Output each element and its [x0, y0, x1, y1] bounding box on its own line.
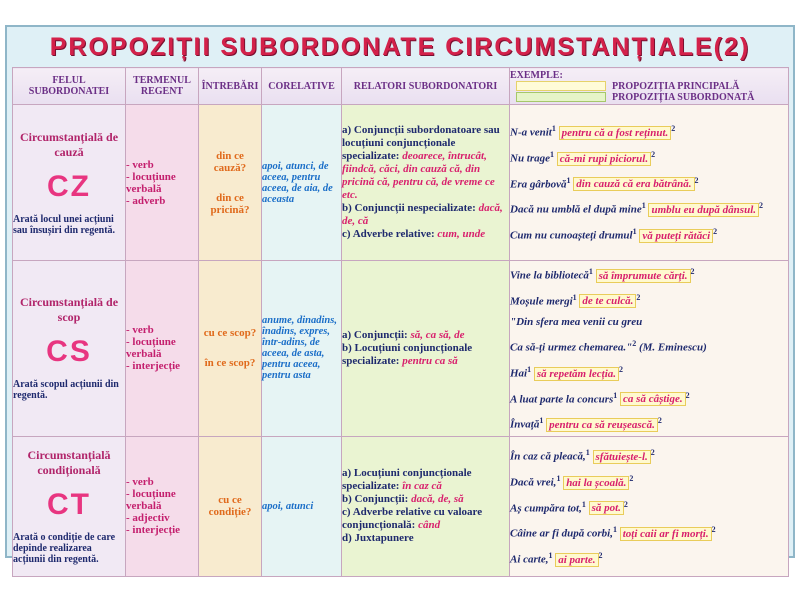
clause-number: 1: [581, 499, 586, 509]
clause-number: 1: [585, 448, 590, 458]
relator-value: să, ca să, de: [410, 328, 465, 341]
legend-principala: PROPOZIȚIA PRINCIPALĂ: [612, 80, 740, 92]
example-subordinate: ca să câștige.: [620, 392, 686, 406]
exemple-cell: [510, 436, 789, 576]
termen-item: - locuțiune verbală: [126, 170, 176, 195]
termen-item: - verb: [126, 158, 154, 171]
example-sentence: [510, 287, 788, 313]
clause-number: 2: [623, 499, 628, 509]
exemple-cell: [510, 105, 789, 261]
relator-label: c) Adverbe relative:: [342, 228, 438, 240]
relator-item: [342, 124, 509, 202]
termen-regent-cell: [126, 105, 199, 261]
subordinate-abbr: CZ: [47, 169, 91, 203]
intrebari-cell: [199, 105, 262, 261]
subordinate-name: Circumstanțială de cauză: [19, 129, 119, 159]
example-principal: Ai carte,: [510, 553, 549, 566]
relator-item: [342, 506, 509, 532]
example-sentence: [510, 359, 788, 385]
table-row: [13, 105, 789, 261]
example-principal: Vine la bibliotecă: [510, 269, 589, 282]
example-sentence: [510, 494, 788, 520]
example-sentence: [510, 261, 788, 287]
relatori-cell: [342, 105, 510, 261]
example-sentence: [510, 144, 788, 170]
example-principal: Moșule mergi: [510, 295, 573, 308]
relator-value: deoarece, întrucât, fiindcă, căci, din cauză că, din pricină că, pentru că, de vreme ce etc.: [342, 150, 495, 201]
relator-label: c) Adverbe relative cu valoare conjuncțională:: [342, 506, 483, 532]
example-subordinate: umblu eu după dânsul.: [648, 203, 759, 217]
question-item: cu ce scop?: [203, 327, 257, 340]
relator-label: a) Locuțiuni conjuncționale specializate:: [342, 467, 472, 493]
example-subordinate: că-mi rupi piciorul.: [557, 152, 651, 166]
example-subordinate: sfătuiește-l.: [593, 450, 651, 464]
grammar-table: [12, 67, 789, 577]
subordinate-description: Arată scopul acțiunii din regentă.: [13, 379, 119, 402]
example-subordinate: hai la școală.: [563, 476, 629, 490]
example-subordinate: din cauză că era bătrână.: [573, 177, 694, 191]
relatori-cell: [342, 436, 510, 576]
example-sentence: [510, 118, 788, 144]
clause-number: 1: [527, 364, 532, 374]
termen-item: - locuțiune verbală: [126, 488, 176, 513]
poster: [5, 25, 795, 566]
relator-label: a) Conjuncții subordonatoare sau locuțiuni conjuncționale specializate:: [342, 124, 500, 162]
example-principal: Dacă nu umblă el după mine: [510, 203, 642, 216]
clause-number: 1: [588, 267, 593, 276]
example-sentence: [510, 410, 788, 436]
question-item: cu ce condiție?: [208, 494, 252, 519]
relator-label: b) Conjuncții:: [342, 493, 412, 506]
clause-number: 2: [651, 150, 656, 160]
example-principal: În caz că pleacă,: [510, 450, 586, 463]
header-row: [13, 68, 789, 105]
example-subordinate: să repetăm lecția.: [534, 367, 619, 381]
example-author: (M. Eminescu): [638, 341, 707, 354]
clause-number: 1: [641, 201, 646, 211]
example-subordinate: pentru ca să reușească.: [546, 418, 658, 432]
clause-number: 2: [690, 267, 695, 276]
header-felul: FELUL SUBORDONATEI: [13, 68, 126, 105]
clause-number: 2: [650, 448, 655, 458]
example-sentence: [510, 312, 788, 333]
example-principal: N-a venit: [510, 127, 552, 140]
table-row: [13, 261, 789, 437]
example-principal: Dacă vrei,: [510, 476, 557, 489]
legend: [516, 81, 754, 103]
relator-item: [342, 329, 509, 342]
question-item: din ce pricină?: [210, 191, 250, 216]
example-principal: "Din sfera mea venii cu greu: [510, 316, 643, 329]
example-subordinate: ai parte.: [555, 553, 598, 567]
legend-subordonata: PROPOZIȚIA SUBORDONATĂ: [612, 91, 755, 103]
relator-item: [342, 228, 509, 241]
termen-item: - adverb: [126, 194, 166, 207]
header-intrebari: ÎNTREBĂRI: [199, 68, 262, 105]
clause-number: 2: [619, 364, 623, 374]
corelative-cell: anume, dinadins, înadins, expres, într-adins, de aceea, de asta, pentru aceea, pentru asta: [262, 261, 342, 437]
question-item: în ce scop?: [204, 357, 256, 370]
relator-value: când: [418, 519, 441, 532]
relator-label: a) Conjuncții:: [342, 328, 411, 341]
relator-value: dacă, de, să: [411, 493, 464, 506]
relator-label: b) Conjuncții nespecializate:: [342, 202, 479, 214]
clause-number: 2: [657, 416, 662, 426]
relator-item: [342, 342, 509, 368]
subordinate-name: Circumstanțială condițională: [27, 447, 111, 477]
example-sentence: [510, 385, 788, 411]
clause-number: 2: [632, 339, 637, 349]
table-row: [13, 436, 789, 576]
example-subordinate: vă puteți rătăci: [639, 229, 713, 243]
page-title: PROPOZIȚII SUBORDONATE CIRCUMSTANȚIALE(2): [49, 33, 751, 61]
termen-regent-cell: [126, 436, 199, 576]
subordinate-type-cell: [13, 436, 126, 576]
clause-number: 2: [713, 226, 718, 236]
clause-number: 1: [548, 550, 553, 560]
termen-item: - interjecție: [126, 360, 181, 373]
clause-number: 2: [711, 525, 716, 535]
example-subordinate: să pot.: [589, 501, 624, 515]
relator-item: [342, 493, 509, 506]
termen-item: - adjectiv: [126, 512, 170, 525]
relator-value: dacă, de, că: [342, 202, 503, 227]
relator-item: [342, 467, 509, 493]
relator-label: d) Juxtapunere: [342, 532, 414, 545]
example-sentence: [510, 170, 788, 196]
relator-item: [342, 532, 509, 545]
clause-number: 1: [556, 473, 561, 483]
clause-number: 1: [566, 175, 571, 185]
clause-number: 2: [759, 201, 764, 211]
relator-value: cum, unde: [437, 228, 486, 240]
example-principal: Învață: [510, 418, 540, 431]
clause-number: 2: [671, 124, 676, 134]
example-sentence: [510, 333, 788, 359]
example-sentence: [510, 221, 788, 247]
termen-item: - locuțiune verbală: [126, 336, 176, 361]
exemple-cell: [510, 261, 789, 437]
clause-number: 1: [539, 416, 544, 426]
subordinate-name: Circumstanțială de scop: [19, 295, 119, 325]
relator-label: b) Locuțiuni conjuncționale specializate:: [342, 341, 473, 367]
header-relatori: RELATORI SUBORDONATORI: [342, 68, 510, 105]
example-principal: Ca să-ți urmez chemarea.": [510, 341, 633, 354]
example-principal: Câine ar fi după corbi,: [510, 527, 613, 540]
intrebari-cell: [199, 261, 262, 437]
subordinate-type-cell: [13, 105, 126, 261]
clause-number: 2: [629, 473, 634, 483]
example-sentence: [510, 468, 788, 494]
example-sentence: [510, 442, 788, 468]
example-sentence: [510, 545, 788, 571]
clause-number: 1: [632, 226, 637, 236]
subordinate-description: Arată locul unei acțiuni sau însușiri din regentă.: [13, 213, 116, 236]
header-corelative: CORELATIVE: [262, 68, 342, 105]
subordinate-abbr: CS: [46, 335, 92, 369]
relator-item: [342, 202, 509, 228]
example-subordinate: de te culcă.: [579, 294, 636, 308]
clause-number: 2: [694, 175, 699, 185]
clause-number: 1: [613, 390, 618, 400]
example-principal: Nu trage: [510, 152, 551, 165]
example-subordinate: să împrumute cărți.: [596, 269, 691, 283]
subordinate-abbr: CT: [47, 487, 91, 521]
relator-value: pentru ca să: [402, 354, 458, 367]
clause-number: 1: [612, 525, 617, 535]
example-principal: Aș cumpăra tot,: [510, 502, 582, 515]
question-item: din ce cauză?: [213, 149, 247, 174]
example-sentence: [510, 519, 788, 545]
termen-item: - verb: [126, 324, 154, 337]
subordinate-type-cell: [13, 261, 126, 437]
example-principal: Era gârbovă: [510, 178, 567, 191]
corelative-cell: apoi, atunci: [262, 436, 342, 576]
legend-principala-swatch: [516, 81, 606, 91]
relator-value: în caz că: [402, 480, 442, 493]
example-principal: Cum nu cunoașteți drumul: [510, 229, 633, 242]
clause-number: 2: [598, 550, 603, 560]
termen-item: - verb: [126, 476, 154, 489]
clause-number: 1: [551, 124, 556, 134]
example-principal: Hai: [510, 367, 528, 380]
subordinate-description: Arată o condiție de care depinde realizarea acțiunii din regentă.: [13, 531, 116, 565]
example-subordinate: pentru că a fost reținut.: [559, 126, 672, 140]
example-principal: A luat parte la concurs: [510, 393, 614, 406]
clause-number: 1: [572, 292, 577, 302]
corelative-cell: apoi, atunci, de aceea, pentru aceea, de aia, de aceasta: [262, 105, 342, 261]
example-subordinate: toți caii ar fi morți.: [620, 527, 712, 541]
header-termenul: TERMENUL REGENT: [126, 68, 199, 105]
clause-number: 2: [685, 390, 690, 400]
clause-number: 2: [636, 292, 641, 302]
exemple-label: EXEMPLE:: [510, 69, 563, 81]
example-sentence: [510, 195, 788, 221]
termen-item: - interjecție: [126, 524, 181, 537]
relatori-cell: [342, 261, 510, 437]
legend-subordonata-swatch: [516, 92, 606, 102]
intrebari-cell: [199, 436, 262, 576]
header-exemple: [510, 68, 789, 105]
clause-number: 1: [550, 150, 555, 160]
termen-regent-cell: [126, 261, 199, 437]
